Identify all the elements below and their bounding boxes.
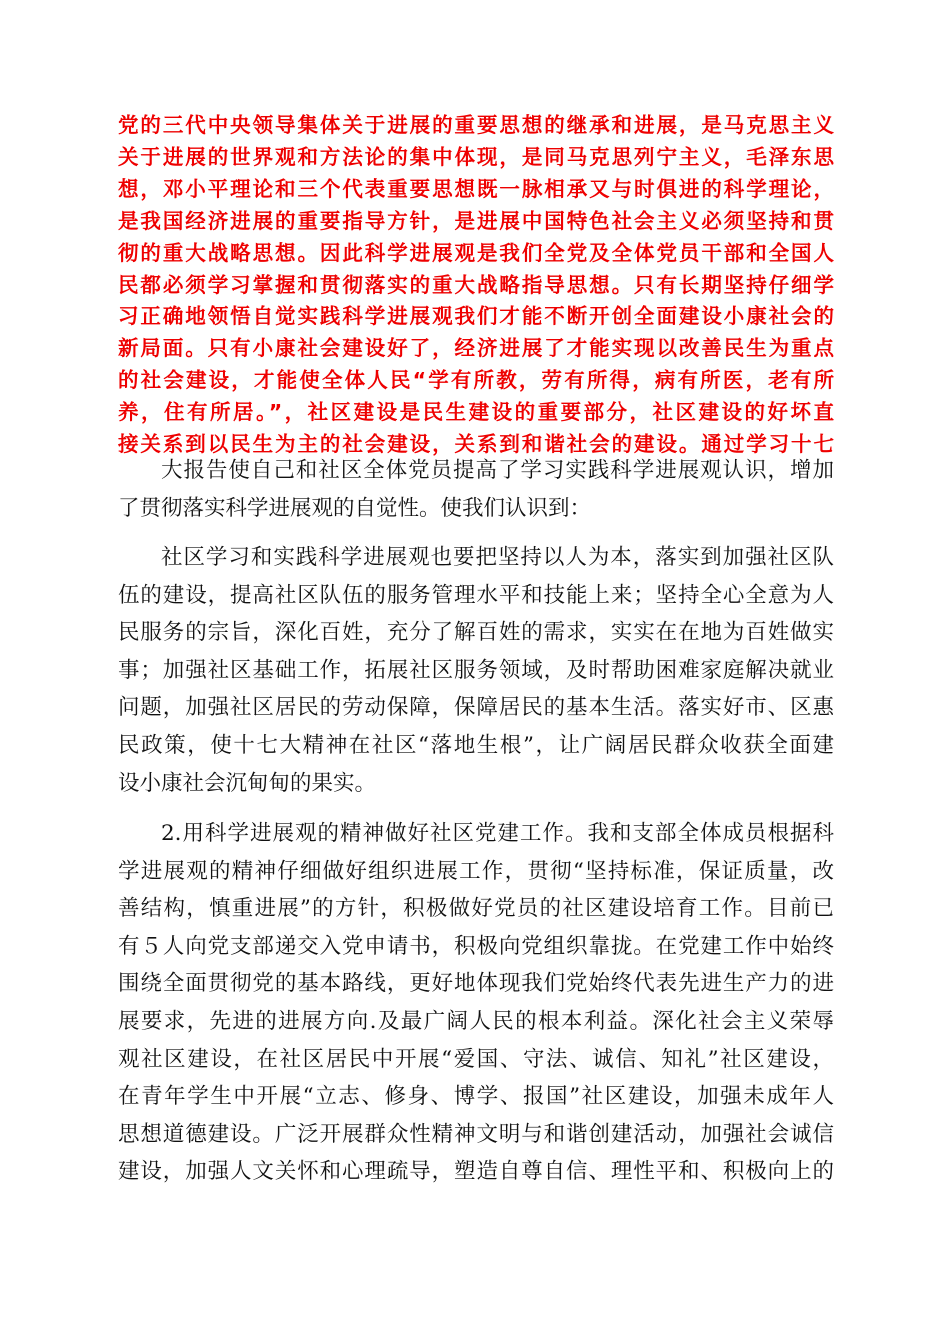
paragraph-line: 观社区建设，在社区居民中开展“爱国、守法、诚信、知礼”社区建设，: [118, 1046, 834, 1072]
highlighted-line: 党的三代中央领导集体关于进展的重要思想的继承和进展，是马克思主义: [118, 113, 834, 137]
paragraph-line: 在青年学生中开展“立志、修身、博学、报国”社区建设，加强未成年人: [118, 1084, 834, 1110]
paragraph-line: 思想道德建设。广泛开展群众性精神文明与和谐创建活动，加强社会诚信: [118, 1121, 834, 1147]
highlighted-line: 彻的重大战略思想。因此科学进展观是我们全党及全体党员干部和全国人: [118, 240, 834, 265]
paragraph-party-building: [118, 815, 834, 1191]
highlighted-line: 养，住有所居。”，社区建设是民生建设的重要部分，社区建设的好坏直: [118, 400, 834, 425]
highlighted-line: 接关系到以民生为主的社会建设，关系到和谐社会的建设。通过学习十七: [118, 432, 834, 457]
highlighted-line: 习正确地领悟自觉实践科学进展观我们才能不断开创全面建设小康社会的: [118, 304, 834, 329]
paragraph-line: 2.用科学进展观的精神做好社区党建工作。我和支部全体成员根据科: [161, 821, 834, 846]
paragraph-line: 展要求，先进的进展方向.及最广阔人民的根本利益。深化社会主义荣辱: [118, 1008, 834, 1034]
paragraph-line: 了贯彻落实科学进展观的自觉性。使我们认识到：: [118, 495, 592, 521]
highlighted-line: 民都必须学习掌握和贯彻落实的重大战略指导思想。只有长期坚持仔细学: [118, 272, 834, 297]
paragraph-line: 设小康社会沉甸甸的果实。: [118, 770, 377, 796]
paragraph-line: 有５人向党支部递交入党申请书，积极向党组织靠拢。在党建工作中始终: [118, 933, 834, 959]
paragraph-line: 民政策，使十七大精神在社区“落地生根”，让广阔居民群众收获全面建: [118, 732, 834, 758]
paragraph-line: 善结构，慎重进展”的方针，积极做好党员的社区建设培育工作。目前已: [118, 896, 834, 922]
paragraph-line: 社区学习和实践科学进展观也要把坚持以人为本，落实到加强社区队: [161, 545, 834, 570]
paragraph-line: 建设，加强人文关怀和心理疏导，塑造自尊自信、理性平和、积极向上的: [118, 1159, 834, 1185]
paragraph-line: 问题，加强社区居民的劳动保障，保障居民的基本生活。落实好市、区惠: [118, 695, 834, 721]
highlighted-line: 是我国经济进展的重要指导方针，是进展中国特色社会主义必须坚持和贯: [118, 208, 834, 233]
paragraph-line: 事；加强社区基础工作，拓展社区服务领域，及时帮助困难家庭解决就业: [118, 657, 834, 683]
paragraph-line: 大报告使自己和社区全体党员提高了学习实践科学进展观认识，增加: [161, 458, 834, 483]
paragraph-community-practice: [118, 539, 834, 802]
highlighted-line: 关于进展的世界观和方法论的集中体现，是同马克思列宁主义，毛泽东思: [118, 144, 834, 169]
highlighted-line: 想，邓小平理论和三个代表重要思想既一脉相承又与时俱进的科学理论，: [118, 176, 834, 201]
paragraph-line: 民服务的宗旨，深化百姓，充分了解百姓的需求，实实在在地为百姓做实: [118, 620, 834, 646]
paragraph-report-awareness: [118, 452, 834, 527]
highlighted-line: 新局面。只有小康社会建设好了，经济进展了才能实现以改善民生为重点: [118, 336, 834, 361]
highlighted-paragraph: [118, 110, 834, 461]
paragraph-line: 学进展观的精神仔细做好组织进展工作，贯彻“坚持标准，保证质量，改: [118, 858, 834, 884]
highlighted-line: 的社会建设，才能使全体人民“学有所教，劳有所得，病有所医，老有所: [118, 368, 834, 393]
paragraph-line: 围绕全面贯彻党的基本路线，更好地体现我们党始终代表先进生产力的进: [118, 971, 834, 997]
paragraph-line: 伍的建设，提高社区队伍的服务管理水平和技能上来；坚持全心全意为人: [118, 582, 834, 608]
